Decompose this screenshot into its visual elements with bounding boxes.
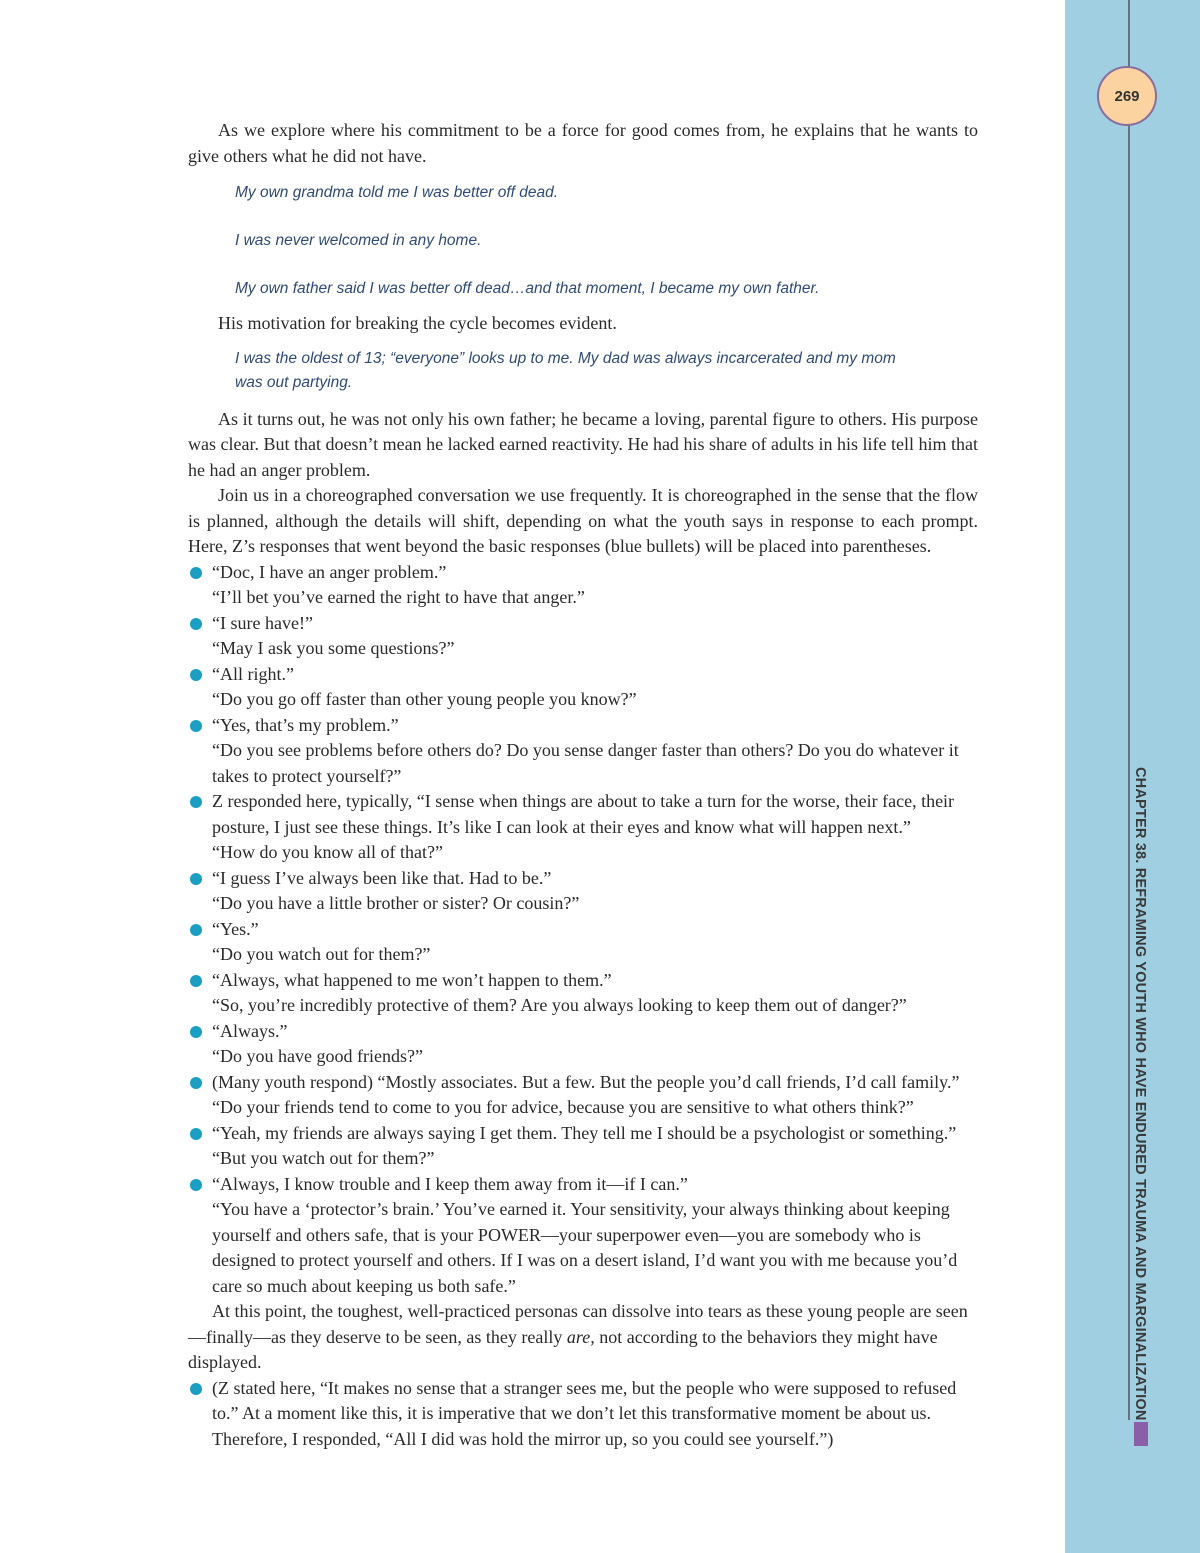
bullet-item (188, 1376, 978, 1453)
youth-response: “Always, what happened to me won’t happen to them.” (212, 969, 612, 990)
youth-response: “Always, I know trouble and I keep them away from it—if I can.” (212, 1173, 688, 1194)
intro-paragraph: As we explore where his commitment to be a force for good comes from, he explains that he wants to give others what he did not have. (188, 120, 978, 166)
quote-line: I was never welcomed in any home. (235, 232, 482, 249)
counselor-prompt: “Do you have good friends?” (212, 1046, 423, 1066)
bullet-item (188, 968, 978, 994)
bullet-text: (Z stated here, “It makes no sense that a stranger sees me, but the people who were supposed to refused to.” At a moment like this, it is imperative that we don’t let this transformative moment be about us. Therefore, I responded, “All I did was hold the mirror up, so you could see yourself.”) (212, 1377, 957, 1449)
bullet-item (188, 560, 978, 586)
bullet-dot (190, 975, 202, 987)
counselor-prompt: “Do your friends tend to come to you for advice, because you are sensitive to what others think?” (212, 1097, 914, 1117)
paragraph: At this point, the toughest, well-practiced personas can dissolve into tears as these young people are seen—finally—as they deserve to be seen, as they really are, not according to the behaviors they might have displayed. (188, 1301, 968, 1372)
counselor-prompt: “You have a ‘protector’s brain.’ You’ve earned it. Your sensitivity, your always thinking about keeping yourself and others safe, that is your POWER—your superpower even—you are somebody who is designed to protect yourself and others. If I was on a desert island, I’d want you with me because you’d care so much about keeping us both safe.” (212, 1199, 958, 1296)
bullet-item (188, 611, 978, 637)
bullet-item (188, 917, 978, 943)
bullet-item (188, 1019, 978, 1045)
youth-response: “All right.” (212, 663, 294, 684)
bullet-dot (190, 1026, 202, 1038)
motivation-line: His motivation for breaking the cycle becomes evident. (218, 313, 617, 333)
bullet-item (188, 866, 978, 892)
page-number-badge: 269 (1097, 66, 1157, 126)
bullet-dot (190, 796, 202, 808)
youth-response: “I guess I’ve always been like that. Had to be.” (212, 867, 552, 888)
bullet-item (188, 662, 978, 688)
bullet-dot (190, 1383, 202, 1395)
youth-response: “I sure have!” (212, 612, 313, 633)
bullet-dot (190, 1179, 202, 1191)
youth-response: “Yeah, my friends are always saying I get them. They tell me I should be a psychologist or something.” (212, 1122, 957, 1143)
paragraph: Join us in a choreographed conversation we use frequently. It is choreographed in the sense that the flow is planned, although the details will shift, depending on what the youth says in response to each prompt. Here, Z’s responses that went beyond the basic responses (blue bullets) will be placed into parentheses. (188, 485, 978, 556)
youth-response: “Doc, I have an anger problem.” (212, 561, 447, 582)
bullet-dot (190, 669, 202, 681)
dialogue-list (188, 560, 978, 1300)
bullet-dot (190, 720, 202, 732)
counselor-prompt: “But you watch out for them?” (212, 1148, 435, 1168)
bullet-dot (190, 618, 202, 630)
quote-line: My own grandma told me I was better off dead. (235, 184, 559, 201)
counselor-prompt: “May I ask you some questions?” (212, 638, 455, 658)
paragraph: As it turns out, he was not only his own father; he became a loving, parental figure to others. His purpose was clear. But that doesn’t mean he lacked earned reactivity. He had his share of adults in his life tell him that he had an anger problem. (188, 408, 978, 480)
youth-response: Z responded here, typically, “I sense when things are about to take a turn for the worse, their face, their posture, I just see these things. It’s like I can look at their eyes and know what will happen next.” (212, 791, 955, 837)
bullet-dot (190, 1077, 202, 1089)
bullet-item (188, 713, 978, 739)
bullet-dot (190, 873, 202, 885)
chapter-marker (1134, 1422, 1148, 1446)
quote-block: I was the oldest of 13; “everyone” looks up to me. My dad was always incarcerated and my mom was out partying. (235, 349, 896, 391)
youth-response: (Many youth respond) “Mostly associates. But a few. But the people you’d call friends, I’d call family.” (212, 1071, 960, 1092)
counselor-prompt: “Do you go off faster than other young people you know?” (212, 689, 637, 709)
bullet-item (188, 1121, 978, 1147)
page-body (188, 118, 978, 1452)
youth-response: “Always.” (212, 1020, 288, 1041)
counselor-prompt: “How do you know all of that?” (212, 842, 443, 862)
youth-response: “Yes, that’s my problem.” (212, 714, 399, 735)
bullet-dot (190, 567, 202, 579)
bullet-item (188, 789, 978, 840)
chapter-title: CHAPTER 38. REFRAMING YOUTH WHO HAVE ENDURED TRAUMA AND MARGINALIZATION (1132, 767, 1148, 1421)
counselor-prompt: “Do you watch out for them?” (212, 944, 431, 964)
bullet-dot (190, 1128, 202, 1140)
counselor-prompt: “Do you see problems before others do? Do you sense danger faster than others? Do you do whatever it takes to protect yourself?” (212, 740, 959, 786)
counselor-prompt: “So, you’re incredibly protective of them? Are you always looking to keep them out of danger?” (212, 995, 907, 1015)
bullet-item (188, 1172, 978, 1198)
counselor-prompt: “Do you have a little brother or sister? Or cousin?” (212, 893, 580, 913)
youth-response: “Yes.” (212, 918, 259, 939)
bullet-dot (190, 924, 202, 936)
quote-line: My own father said I was better off dead…and that moment, I became my own father. (235, 280, 820, 297)
bullet-item (188, 1070, 978, 1096)
counselor-prompt: “I’ll bet you’ve earned the right to have that anger.” (212, 587, 585, 607)
